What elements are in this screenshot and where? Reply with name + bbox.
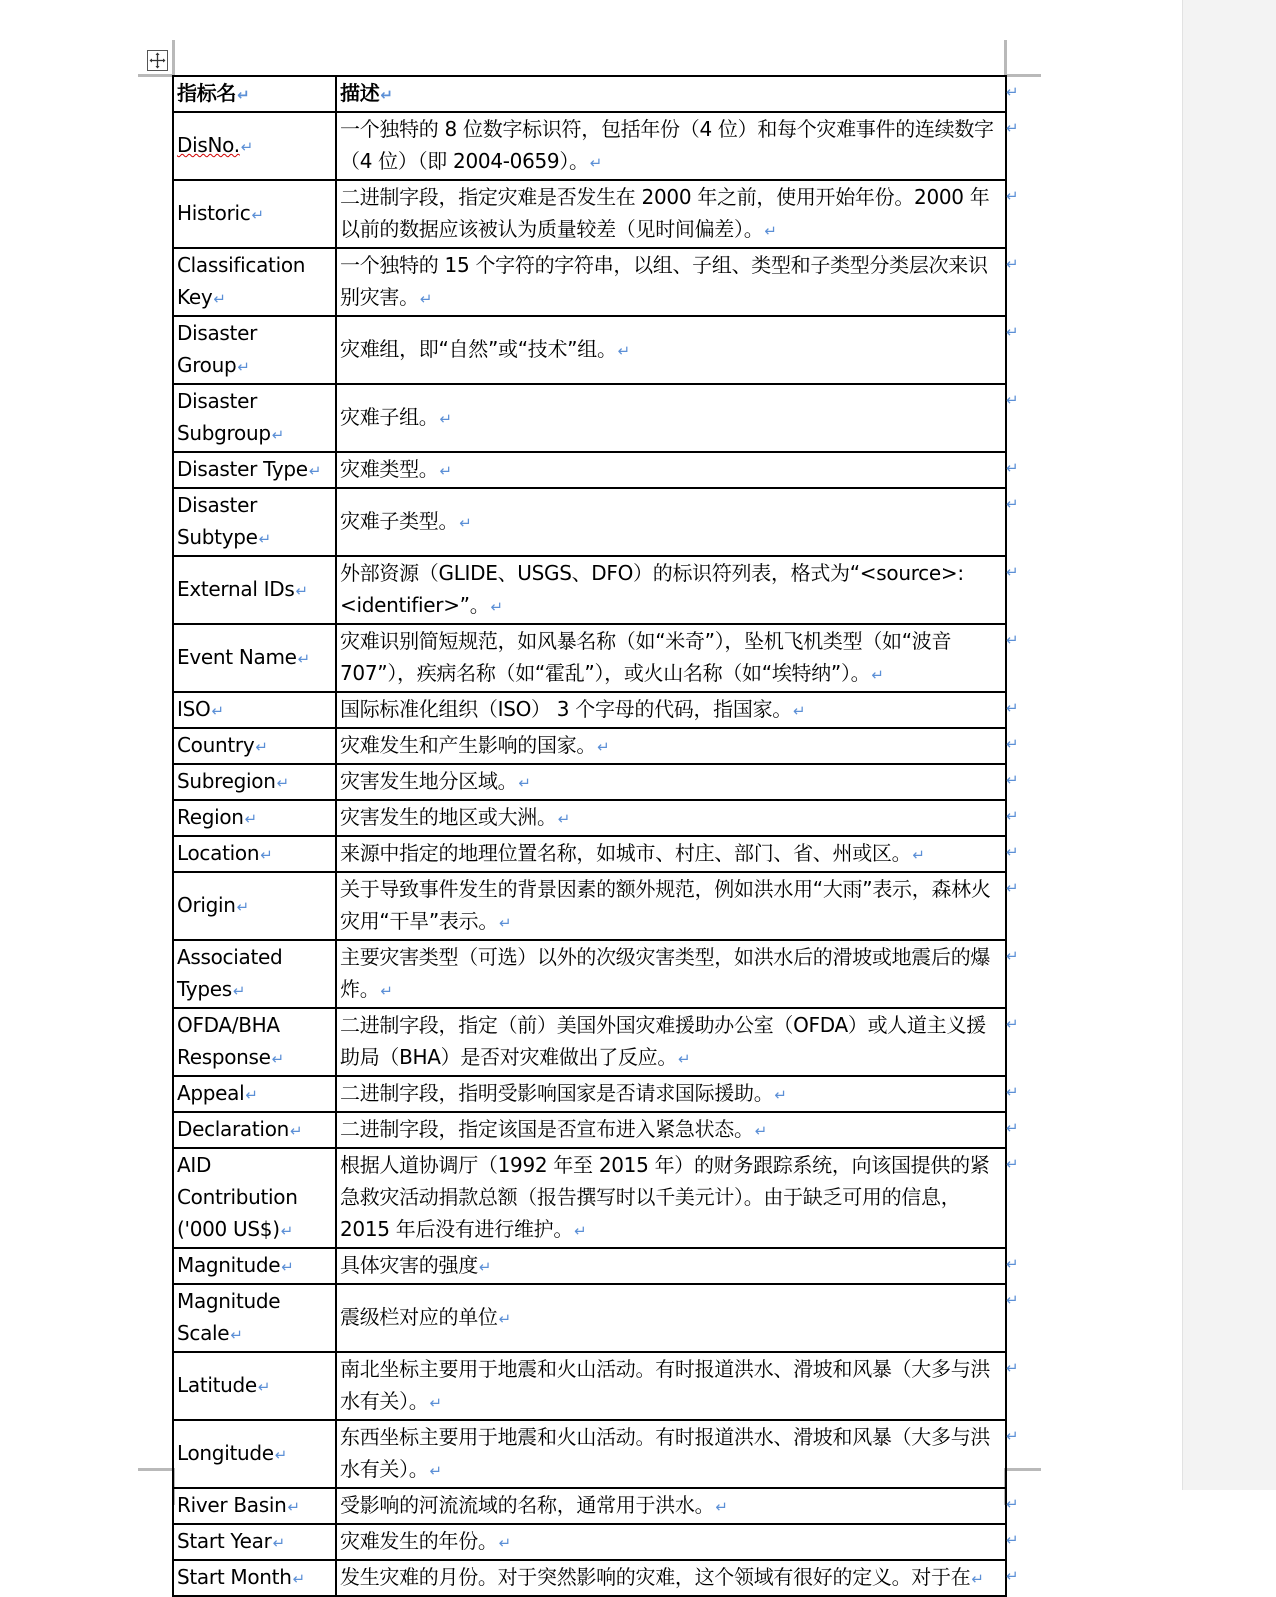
indicator-description-cell[interactable] [336, 1560, 1006, 1596]
indicator-description: 主要灾害类型（可选）以外的次级灾害类型，如洪水后的滑坡或地震后的爆炸。 [340, 945, 991, 1001]
table-row [173, 180, 1006, 248]
paragraph-mark-icon: ↵ [490, 598, 503, 616]
indicator-name-cell[interactable] [173, 1420, 336, 1488]
indicator-name-cell[interactable] [173, 1008, 336, 1076]
indicator-description-cell[interactable] [336, 316, 1006, 384]
indicator-description: 根据人道协调厅（1992 年至 2015 年）的财务跟踪系统，向该国提供的紧急救灾活动捐款总额（报告撰写时以千美元计）。由于缺乏可用的信息，2015 年后没有进行维护。 [340, 1153, 990, 1241]
indicator-description-cell[interactable] [336, 940, 1006, 1008]
indicator-description: 灾难类型。 [340, 457, 439, 481]
row-end-mark-icon: ↵ [1006, 947, 1019, 965]
table-row [173, 836, 1006, 872]
indicator-description: 灾害发生地分区域。 [340, 769, 518, 793]
indicator-name-cell[interactable] [173, 1148, 336, 1248]
indicator-name-cell[interactable] [173, 728, 336, 764]
indicator-description: 二进制字段，指定灾难是否发生在 2000 年之前，使用开始年份。2000 年以前的数据应该被认为质量较差（见时间偏差）。 [340, 185, 990, 241]
paragraph-mark-icon: ↵ [518, 774, 531, 792]
paragraph-mark-icon: ↵ [498, 1534, 511, 1552]
header-cell-description[interactable]: 描述↵ [336, 76, 1006, 112]
paragraph-mark-icon: ↵ [754, 1122, 767, 1140]
indicator-name-cell[interactable] [173, 872, 336, 940]
table-row [173, 1112, 1006, 1148]
indicator-name: DisNo. [177, 133, 240, 157]
indicator-description-cell[interactable] [336, 112, 1006, 180]
paragraph-mark-icon: ↵ [419, 290, 433, 308]
indicator-name: Event Name [177, 645, 297, 669]
indicator-name: Country [177, 733, 255, 757]
indicator-description-cell[interactable] [336, 624, 1006, 692]
table-row [173, 1008, 1006, 1076]
table-row [173, 1248, 1006, 1284]
table-row [173, 488, 1006, 556]
paragraph-mark-icon: ↵ [290, 1122, 303, 1140]
paragraph-mark-icon: ↵ [230, 1326, 243, 1344]
indicator-description: 具体灾害的强度 [340, 1253, 478, 1277]
indicator-description: 灾难子类型。 [340, 509, 459, 533]
row-end-mark-icon: ↵ [1006, 459, 1019, 477]
row-end-mark-icon: ↵ [1006, 495, 1019, 513]
indicator-description: 灾难识别简短规范，如风暴名称（如“米奇”），坠机飞机类型（如“波音 707”），疾病名称（如“霍乱”），或火山名称（如“埃特纳”）。 [340, 629, 952, 685]
indicator-description: 国际标准化组织（ISO） 3 个字母的代码，指国家。 [340, 697, 792, 721]
indicator-name-cell[interactable] [173, 1248, 336, 1284]
row-end-mark-icon: ↵ [1006, 1155, 1019, 1173]
indicator-description-cell[interactable] [336, 1488, 1006, 1524]
row-end-mark-icon: ↵ [1006, 187, 1019, 205]
indicator-description-cell[interactable] [336, 728, 1006, 764]
indicator-description-cell[interactable] [336, 452, 1006, 488]
paragraph-mark-icon: ↵ [308, 462, 322, 480]
table-row [173, 112, 1006, 180]
table-row [173, 800, 1006, 836]
paragraph-mark-icon: ↵ [459, 514, 472, 532]
paragraph-mark-icon: ↵ [597, 738, 610, 756]
paragraph-mark-icon: ↵ [274, 1446, 288, 1464]
indicator-description: 来源中指定的地理位置名称，如城市、村庄、部门、省、州或区。 [340, 841, 912, 865]
indicator-name: Longitude [177, 1441, 274, 1465]
indicator-name: Classification Key [177, 253, 306, 309]
table-row [173, 1076, 1006, 1112]
indicator-description-cell[interactable] [336, 384, 1006, 452]
table-row [173, 384, 1006, 452]
indicator-name-cell[interactable] [173, 488, 336, 556]
indicator-description-cell[interactable] [336, 1112, 1006, 1148]
row-end-mark-icon: ↵ [1006, 1255, 1019, 1273]
indicator-name-cell[interactable] [173, 940, 336, 1008]
paragraph-mark-icon: ↵ [499, 914, 512, 932]
indicator-name-cell[interactable] [173, 1560, 336, 1596]
indicator-description-cell[interactable] [336, 488, 1006, 556]
paragraph-mark-icon: ↵ [213, 290, 226, 308]
row-end-mark-icon: ↵ [1006, 1495, 1019, 1513]
indicator-name: Historic [177, 201, 251, 225]
row-end-mark-icon: ↵ [1006, 1291, 1019, 1309]
row-end-mark-icon: ↵ [1006, 699, 1019, 717]
indicator-name-cell[interactable] [173, 1524, 336, 1560]
paragraph-mark-icon: ↵ [251, 206, 264, 224]
indicator-name-cell[interactable] [173, 248, 336, 316]
indicator-description: 外部资源（GLIDE、USGS、DFO）的标识符列表，格式为“<source>:<identifier>”。 [340, 561, 964, 617]
indicator-name: Origin [177, 893, 236, 917]
indicator-name-cell[interactable] [173, 1112, 336, 1148]
paragraph-mark-icon: ↵ [260, 846, 273, 864]
paragraph-mark-icon: ↵ [380, 982, 393, 1000]
paragraph-mark-icon: ↵ [236, 898, 249, 916]
row-end-mark-icon: ↵ [1006, 1359, 1019, 1377]
indicator-description: 南北坐标主要用于地震和火山活动。有时报道洪水、滑坡和风暴（大多与洪水有关）。 [340, 1357, 991, 1413]
window-scroll-gutter[interactable] [1182, 0, 1276, 1490]
indicator-description: 灾难子组。 [340, 405, 439, 429]
paragraph-mark-icon: ↵ [271, 1050, 284, 1068]
table-row [173, 1148, 1006, 1248]
indicator-description: 发生灾难的月份。对于突然影响的灾难，这个领域有很好的定义。对于在 [340, 1565, 971, 1589]
paragraph-mark-icon: ↵ [429, 1462, 442, 1480]
indicator-description-cell[interactable] [336, 248, 1006, 316]
row-end-mark-icon: ↵ [1006, 1427, 1019, 1445]
paragraph-mark-icon: ↵ [258, 530, 271, 548]
table-row [173, 872, 1006, 940]
paragraph-mark-icon: ↵ [439, 462, 452, 480]
table-row [173, 940, 1006, 1008]
indicator-name: Latitude [177, 1373, 257, 1397]
header-cell-name[interactable]: 指标名↵ [173, 76, 336, 112]
row-end-mark-icon: ↵ [1006, 119, 1019, 137]
paragraph-mark-icon: ↵ [715, 1498, 728, 1516]
indicator-name-cell[interactable] [173, 1284, 336, 1352]
paragraph-mark-icon: ↵ [295, 582, 308, 600]
indicator-description: 灾难发生和产生影响的国家。 [340, 733, 597, 757]
indicator-name-cell[interactable] [173, 624, 336, 692]
indicator-description-cell[interactable] [336, 1524, 1006, 1560]
table-row [173, 764, 1006, 800]
paragraph-mark-icon: ↵ [617, 342, 630, 360]
indicator-name: Disaster Type [177, 457, 308, 481]
indicator-name: Disaster Subgroup [177, 389, 271, 445]
indicator-description: 一个独特的 8 位数字标识符，包括年份（4 位）和每个灾难事件的连续数字（4 位）（即 2004-0659）。 [340, 117, 994, 173]
row-end-mark-icon: ↵ [1006, 879, 1019, 897]
indicator-name: Start Year [177, 1529, 272, 1553]
indicator-description: 二进制字段，指定该国是否宣布进入紧急状态。 [340, 1117, 754, 1141]
page-corner-mark-top-right [1004, 40, 1041, 77]
table-row [173, 1352, 1006, 1420]
paragraph-mark-icon: ↵ [557, 810, 570, 828]
indicator-name-cell[interactable] [173, 384, 336, 452]
paragraph-mark-icon: ↵ [971, 1570, 984, 1588]
paragraph-mark-icon: ↵ [792, 702, 806, 720]
paragraph-mark-icon: ↵ [281, 1258, 294, 1276]
indicator-description-cell[interactable] [336, 1076, 1006, 1112]
paragraph-mark-icon: ↵ [271, 426, 285, 444]
table-row [173, 624, 1006, 692]
table-move-handle-icon[interactable] [147, 50, 168, 71]
indicator-name-cell[interactable] [173, 316, 336, 384]
table-row [173, 316, 1006, 384]
indicator-description: 灾害发生的地区或大洲。 [340, 805, 557, 829]
indicator-description-cell[interactable] [336, 1352, 1006, 1420]
row-end-mark-icon: ↵ [1006, 843, 1019, 861]
row-end-mark-icon: ↵ [1006, 735, 1019, 753]
row-end-mark-icon: ↵ [1006, 1119, 1019, 1137]
row-end-mark-icon: ↵ [1006, 391, 1019, 409]
indicator-description-cell[interactable] [336, 872, 1006, 940]
indicator-description-cell[interactable] [336, 836, 1006, 872]
indicator-name: ISO [177, 697, 211, 721]
row-end-mark-icon: ↵ [1006, 83, 1019, 101]
indicator-name: Disaster Subtype [177, 493, 258, 549]
indicator-name-cell[interactable] [173, 1352, 336, 1420]
paragraph-mark-icon: ↵ [589, 154, 603, 172]
indicator-name: Declaration [177, 1117, 290, 1141]
paragraph-mark-icon: ↵ [211, 702, 224, 720]
indicator-description-cell[interactable] [336, 800, 1006, 836]
paragraph-mark-icon: ↵ [764, 222, 777, 240]
page-corner-mark-bottom-left [138, 1468, 175, 1505]
row-end-mark-icon: ↵ [1006, 631, 1019, 649]
indicator-description: 震级栏对应的单位 [340, 1305, 498, 1329]
paragraph-mark-icon: ↵ [255, 738, 268, 756]
paragraph-mark-icon: ↵ [272, 1534, 285, 1552]
indicator-description: 灾难发生的年份。 [340, 1529, 498, 1553]
indicator-name-cell[interactable] [173, 452, 336, 488]
table-row [173, 1524, 1006, 1560]
table-row [173, 692, 1006, 728]
indicator-name-cell[interactable] [173, 836, 336, 872]
indicator-name: River Basin [177, 1493, 287, 1517]
row-end-mark-icon: ↵ [1006, 563, 1019, 581]
indicator-name: Appeal [177, 1081, 245, 1105]
paragraph-mark-icon: ↵ [478, 1258, 492, 1276]
indicator-table [172, 75, 1007, 1597]
paragraph-mark-icon: ↵ [244, 810, 257, 828]
indicator-name-cell[interactable] [173, 692, 336, 728]
paragraph-mark-icon: ↵ [276, 774, 289, 792]
indicator-name: OFDA/BHA Response [177, 1013, 280, 1069]
indicator-name: Magnitude [177, 1253, 281, 1277]
paragraph-mark-icon: ↵ [240, 138, 254, 156]
table-row [173, 1560, 1006, 1596]
indicator-description-cell[interactable] [336, 1284, 1006, 1352]
indicator-description: 一个独特的 15 个字符的字符串，以组、子组、类型和子类型分类层次来识别灾害。 [340, 253, 988, 309]
indicator-name-cell[interactable] [173, 1488, 336, 1524]
paragraph-mark-icon: ↵ [574, 1222, 587, 1240]
paragraph-mark-icon: ↵ [439, 410, 452, 428]
row-end-mark-icon: ↵ [1006, 1567, 1019, 1585]
row-end-mark-icon: ↵ [1006, 255, 1019, 273]
row-end-mark-icon: ↵ [1006, 807, 1019, 825]
paragraph-mark-icon: ↵ [237, 358, 250, 376]
table-row [173, 728, 1006, 764]
indicator-name: Start Month [177, 1565, 292, 1589]
paragraph-mark-icon: ↵ [280, 1222, 293, 1240]
table-header-row [173, 76, 1006, 112]
indicator-name-cell[interactable] [173, 764, 336, 800]
table-row [173, 248, 1006, 316]
row-end-mark-icon: ↵ [1006, 323, 1019, 341]
indicator-name-cell[interactable] [173, 800, 336, 836]
paragraph-mark-icon: ↵ [678, 1050, 691, 1068]
indicator-name-cell[interactable] [173, 180, 336, 248]
row-end-mark-icon: ↵ [1006, 771, 1019, 789]
paragraph-mark-icon: ↵ [871, 666, 884, 684]
indicator-name-cell[interactable] [173, 556, 336, 624]
table-row [173, 452, 1006, 488]
indicator-name-cell[interactable] [173, 1076, 336, 1112]
indicator-description-cell[interactable] [336, 1420, 1006, 1488]
indicator-description-cell[interactable] [336, 1248, 1006, 1284]
indicator-description-cell[interactable] [336, 1008, 1006, 1076]
indicator-name-cell[interactable] [173, 112, 336, 180]
indicator-description: 二进制字段，指明受影响国家是否请求国际援助。 [340, 1081, 774, 1105]
indicator-description-cell[interactable] [336, 764, 1006, 800]
indicator-name: Location [177, 841, 260, 865]
indicator-description: 二进制字段，指定（前）美国外国灾难援助办公室（OFDA）或人道主义援助局（BHA）是否对灾难做出了反应。 [340, 1013, 986, 1069]
indicator-description-cell[interactable] [336, 692, 1006, 728]
indicator-description: 关于导致事件发生的背景因素的额外规范，例如洪水用“大雨”表示，森林火灾用“干旱”表示。 [340, 877, 991, 933]
indicator-description: 东西坐标主要用于地震和火山活动。有时报道洪水、滑坡和风暴（大多与洪水有关）。 [340, 1425, 991, 1481]
indicator-name: Associated Types [177, 945, 283, 1001]
table-row [173, 556, 1006, 624]
table-row [173, 1420, 1006, 1488]
indicator-description-cell[interactable] [336, 556, 1006, 624]
indicator-name: Disaster Group [177, 321, 258, 377]
paragraph-mark-icon: ↵ [257, 1378, 271, 1396]
indicator-name: Magnitude Scale [177, 1289, 281, 1345]
paragraph-mark-icon: ↵ [292, 1570, 305, 1588]
row-end-mark-icon: ↵ [1006, 1531, 1019, 1549]
row-end-mark-icon: ↵ [1006, 1083, 1019, 1101]
paragraph-mark-icon: ↵ [232, 982, 246, 1000]
indicator-name: External IDs [177, 577, 295, 601]
indicator-description-cell[interactable] [336, 180, 1006, 248]
table-row [173, 1284, 1006, 1352]
paragraph-mark-icon: ↵ [912, 846, 925, 864]
paragraph-mark-icon: ↵ [429, 1394, 442, 1412]
indicator-name: Subregion [177, 769, 276, 793]
indicator-description-cell[interactable] [336, 1148, 1006, 1248]
indicator-name: AID Contribution ('000 US$) [177, 1153, 298, 1241]
paragraph-mark-icon: ↵ [498, 1310, 511, 1328]
indicator-description: 灾难组，即“自然”或“技术”组。 [340, 337, 617, 361]
indicator-description: 受影响的河流流域的名称，通常用于洪水。 [340, 1493, 715, 1517]
paragraph-mark-icon: ↵ [774, 1086, 787, 1104]
row-end-mark-icon: ↵ [1006, 1015, 1019, 1033]
indicator-name: Region [177, 805, 244, 829]
table-row [173, 1488, 1006, 1524]
paragraph-mark-icon: ↵ [287, 1498, 300, 1516]
paragraph-mark-icon: ↵ [297, 650, 310, 668]
paragraph-mark-icon: ↵ [245, 1086, 258, 1104]
